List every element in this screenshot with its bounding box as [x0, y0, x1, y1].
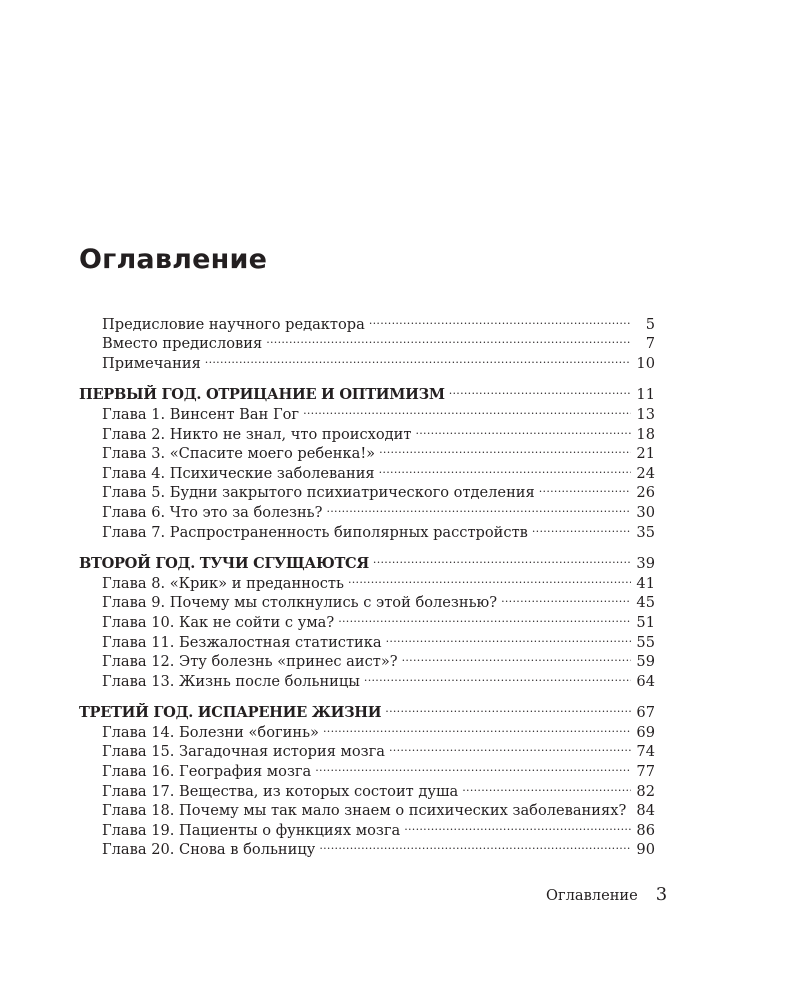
toc-intro-section: [79, 309, 655, 372]
toc-chapter-page: 18: [636, 425, 655, 443]
toc-entry[interactable]: [79, 309, 655, 333]
toc-chapter-page: 77: [636, 763, 655, 781]
toc-chapter-page: 84: [636, 802, 655, 820]
toc-chapter-page: 51: [636, 613, 655, 631]
toc-chapter-page: 90: [636, 841, 655, 859]
toc-chapter-page: 41: [636, 574, 655, 592]
toc-chapter-page: 30: [636, 503, 655, 521]
toc-chapter-page: 21: [636, 445, 655, 463]
dot-leader: [323, 717, 631, 737]
dot-leader: [386, 627, 631, 647]
toc-chapter-label: Глава 7. Распространенность биполярных расстройств: [102, 523, 528, 541]
toc-chapter-label: Глава 10. Как не сойти с ума?: [102, 613, 335, 631]
toc-chapter-label: Глава 15. Загадочная история мозга: [102, 743, 385, 761]
toc-chapter-label: Глава 17. Вещества, из которых состоит душа: [102, 782, 459, 800]
toc-entry-label: Вместо предисловия: [102, 335, 263, 353]
toc-chapter-page: 45: [636, 594, 655, 612]
dot-leader: [630, 796, 631, 816]
dot-leader: [315, 756, 631, 776]
dot-leader: [369, 309, 631, 329]
dot-leader: [326, 497, 631, 517]
toc-chapter-page: 86: [636, 821, 655, 839]
dot-leader: [379, 439, 631, 459]
dot-leader: [385, 698, 631, 718]
dot-leader: [266, 329, 631, 349]
dot-leader: [532, 517, 631, 537]
running-title: Оглавление: [546, 887, 638, 904]
toc-part-heading[interactable]: [79, 380, 655, 404]
toc-entry-label: Примечания: [102, 354, 201, 372]
dot-leader: [364, 666, 631, 686]
dot-leader: [389, 737, 631, 757]
toc-chapter-page: 24: [636, 464, 655, 482]
dot-leader: [402, 647, 631, 667]
dot-leader: [501, 588, 631, 608]
toc-chapter-label: Глава 2. Никто не знал, что происходит: [102, 425, 412, 443]
toc-chapter-page: 59: [636, 653, 655, 671]
toc-chapter-page: 82: [636, 782, 655, 800]
toc-chapter-label: Глава 9. Почему мы столкнулись с этой болезнью?: [102, 594, 498, 612]
toc-part-page: 39: [636, 555, 655, 573]
dot-leader: [348, 568, 631, 588]
toc-chapter-page: 74: [636, 743, 655, 761]
dot-leader: [415, 419, 631, 439]
toc-chapter-label: Глава 19. Пациенты о функциях мозга: [102, 821, 401, 839]
toc-chapter-label: Глава 1. Винсент Ван Гог: [102, 405, 300, 423]
toc-chapter-page: 13: [636, 405, 655, 423]
toc-chapter-label: Глава 5. Будни закрытого психиатрического отделения: [102, 484, 535, 502]
toc-chapter-page: 35: [636, 523, 655, 541]
toc-entry-page: 7: [645, 335, 655, 353]
toc-chapter-label: Глава 16. География мозга: [102, 763, 312, 781]
toc-part-title: ПЕРВЫЙ ГОД. ОТРИЦАНИЕ И ОПТИМИЗМ: [79, 386, 445, 404]
toc-part-section: [79, 549, 655, 690]
dot-leader: [379, 458, 631, 478]
page-title: Оглавление: [79, 244, 268, 275]
toc-chapter-label: Глава 20. Снова в больницу: [102, 841, 316, 859]
dot-leader: [539, 478, 631, 498]
toc-chapter-label: Глава 11. Безжалостная статистика: [102, 633, 382, 651]
page-footer: [546, 884, 667, 905]
dot-leader: [373, 549, 631, 569]
toc-chapter-label: Глава 14. Болезни «богинь»: [102, 723, 319, 741]
toc-chapter-label: Глава 13. Жизнь после больницы: [102, 672, 360, 690]
toc-part-section: [79, 698, 655, 859]
toc-part-page: 67: [636, 704, 655, 722]
toc-part-title: ТРЕТИЙ ГОД. ИСПАРЕНИЕ ЖИЗНИ: [79, 704, 382, 722]
toc-chapter-page: 69: [636, 723, 655, 741]
dot-leader: [462, 776, 631, 796]
dot-leader: [338, 607, 631, 627]
toc-entry-page: 10: [636, 354, 655, 372]
toc-chapter-label: Глава 18. Почему мы так мало знаем о психических заболеваниях?: [102, 802, 627, 820]
toc-part-heading[interactable]: [79, 549, 655, 573]
toc-chapter-page: 26: [636, 484, 655, 502]
toc-part-page: 11: [636, 386, 655, 404]
dot-leader: [449, 380, 631, 400]
toc-entry-label: Предисловие научного редактора: [102, 315, 365, 333]
toc-chapter-page: 64: [636, 672, 655, 690]
page-number: 3: [655, 884, 668, 905]
toc-part-title: ВТОРОЙ ГОД. ТУЧИ СГУЩАЮТСЯ: [79, 555, 369, 573]
dot-leader: [205, 348, 631, 368]
toc-part-section: [79, 380, 655, 541]
dot-leader: [303, 399, 631, 419]
toc-chapter-label: Глава 3. «Спасите моего ребенка!»: [102, 445, 376, 463]
toc-entry-page: 5: [645, 315, 655, 333]
dot-leader: [319, 835, 631, 855]
toc-chapter-page: 55: [636, 633, 655, 651]
toc-chapter-label: Глава 12. Эту болезнь «принес аист»?: [102, 653, 398, 671]
toc-chapter-label: Глава 8. «Крик» и преданность: [102, 574, 344, 592]
toc-chapter-label: Глава 4. Психические заболевания: [102, 464, 375, 482]
toc-part-heading[interactable]: [79, 698, 655, 722]
toc-chapter-label: Глава 6. Что это за болезнь?: [102, 503, 323, 521]
dot-leader: [404, 815, 631, 835]
table-of-contents: [79, 309, 655, 866]
